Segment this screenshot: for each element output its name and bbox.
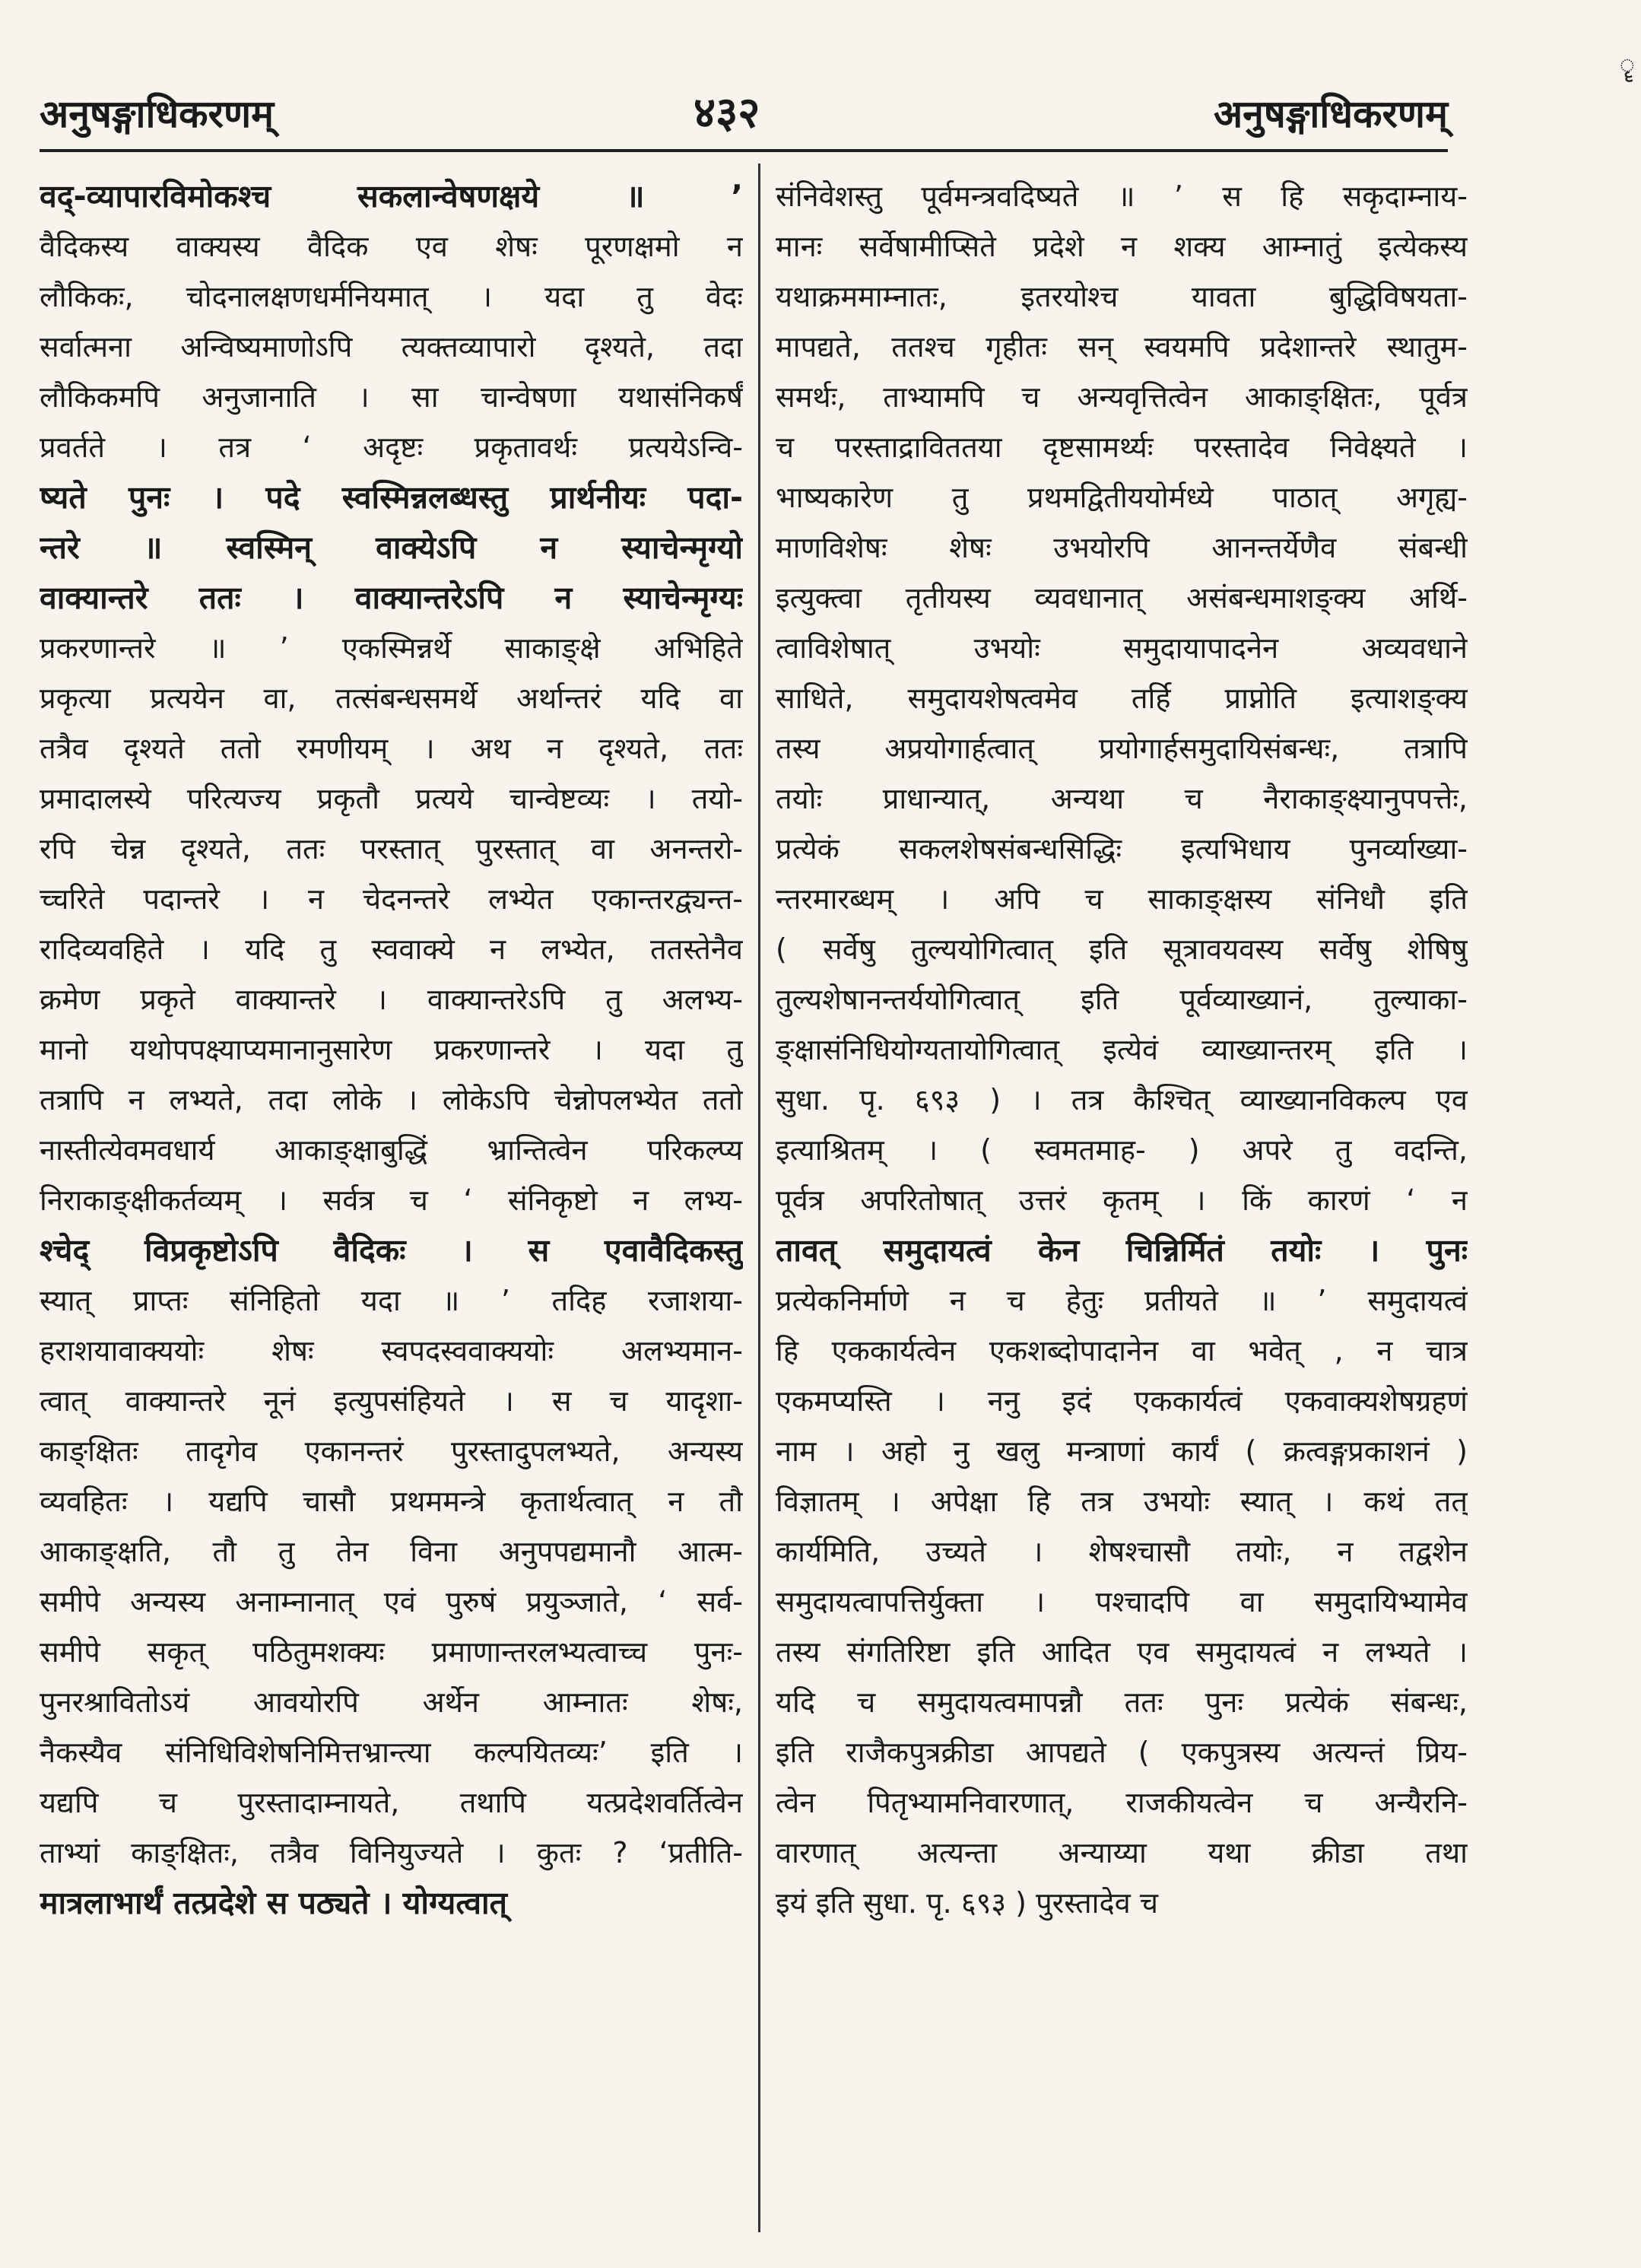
text-line: भाष्यकारेण तु प्रथमद्वितीययोर्मध्ये पाठात् अगृह्य- [776, 481, 1468, 514]
text-line: यद्यपि च पुरस्तादाम्नायते, तथापि यत्प्रदेशवर्तित्वेन [40, 1786, 743, 1819]
text-line: स्यात् प्राप्तः संनिहितो यदा ॥ ’ तदिह रजाशया- [40, 1284, 743, 1317]
text-line: ङ्क्षासंनिधियोग्यतायोगित्वात् इत्येवं व्याख्यान्तरम् इति । [776, 1033, 1468, 1066]
text-line: प्रमादालस्ये परित्यज्य प्रकृतौ प्रत्यये चान्वेष्टव्यः । तयो- [40, 782, 743, 815]
text-line: वैदिकस्य वाक्यस्य वैदिक एव शेषः पूरणक्षमो न [40, 230, 743, 263]
text-line: मानः सर्वेषामीप्सिते प्रदेशे न शक्य आम्नातुं इत्येकस्य [776, 230, 1468, 263]
text-line: हराशयावाक्ययोः शेषः स्वपदस्ववाक्ययोः अलभ्यमान- [40, 1334, 743, 1367]
text-line: ताभ्यां काङ्क्षितः, तत्रैव विनियुज्यते । कुतः ? ‘प्रतीति- [40, 1836, 743, 1869]
text-line: विज्ञातम् । अपेक्षा हि तत्र उभयोः स्यात् । कथं तत् [776, 1485, 1468, 1518]
text-line: त्वाविशेषात् उभयोः समुदायापादनेन अव्यवधाने [776, 631, 1468, 665]
text-line: वाक्यान्तरे ततः । वाक्यान्तरेऽपि न स्याचेन्मृग्यः [40, 580, 743, 616]
text-line: तुल्यशेषानन्तर्ययोगित्वात् इति पूर्वव्याख्यानं, तुल्याका- [776, 983, 1468, 1016]
text-line: इत्याश्रितम् । ( स्वमतमाह- ) अपरे तु वदन्ति, [776, 1133, 1468, 1167]
text-line: समर्थः, ताभ्यामपि च अन्यवृत्तित्वेन आकाङ्क्षितः, पूर्वत्र [776, 380, 1468, 414]
text-line: न्तरमारब्धम् । अपि च साकाङ्क्षस्य संनिधौ इति [776, 882, 1468, 916]
text-line: प्रत्येकनिर्माणे न च हेतुः प्रतीयते ॥ ’ समुदायत्वं [776, 1284, 1468, 1317]
text-line: प्रत्येकं सकलशेषसंबन्धसिद्धिः इत्यभिधाय पुनर्व्याख्या- [776, 832, 1468, 866]
text-line: प्रकरणान्तरे ॥ ’ एकस्मिन्नर्थे साकाङ्क्षे अभिहिते [40, 631, 743, 665]
text-line: तत्रापि न लभ्यते, तदा लोके । लोकेऽपि चेन्नोपलभ्येत ततो [40, 1083, 743, 1117]
column-divider [758, 164, 760, 2232]
text-line: आकाङ्क्षति, तौ तु तेन विना अनुपपद्यमानौ आत्म- [40, 1535, 743, 1568]
text-line: तयोः प्राधान्यात्, अन्यथा च नैराकाङ्क्ष्यानुपपत्तेः, [776, 782, 1468, 815]
text-line: मात्रलाभार्थं तत्प्रदेशे स पठ्यते । योग्यत्वात् [40, 1885, 507, 1921]
text-line: यदि च समुदायत्वमापन्नौ ततः पुनः प्रत्येकं संबन्धः, [776, 1685, 1468, 1719]
page-number: ४३२ [694, 88, 760, 138]
text-line: इत्युक्त्वा तृतीयस्य व्यवधानात् असंबन्धमाशङ्क्य अर्थि- [776, 581, 1468, 615]
text-line: निराकाङ्क्षीकर्तव्यम् । सर्वत्र च ‘ संनिकृष्टो न लभ्य- [40, 1183, 743, 1217]
right-text-column [776, 171, 1468, 2240]
running-title-left: अनुषङ्गाधिकरणम् [40, 92, 275, 136]
text-line: मानो यथोपपक्ष्याप्यमानानुसारेण प्रकरणान्तरे । यदा तु [40, 1033, 743, 1066]
text-line: वद्-व्यापारविमोकश्च सकलान्वेषणक्षये ॥ ’ [40, 178, 743, 214]
text-line: समुदायत्वापत्तिर्युक्ता । पश्चादपि वा समुदायिभ्यामेव [776, 1585, 1468, 1618]
text-line: रपि चेन्न दृश्यते, ततः परस्तात् पुरस्तात् वा अनन्तरो- [40, 832, 743, 866]
text-line: समीपे सकृत् पठितुमशक्यः प्रमाणान्तरलभ्यत्वाच्च पुनः- [40, 1635, 743, 1669]
text-line: तस्य संगतिरिष्टा इति आदित एव समुदायत्वं न लभ्यते । [776, 1635, 1468, 1669]
text-line: इति राजैकपुत्रक्रीडा आपद्यते ( एकपुत्रस्य अत्यन्तं प्रिय- [776, 1736, 1468, 1769]
text-line: संनिवेशस्तु पूर्वमन्त्रवदिष्यते ॥ ’ स हि सकृदाम्नाय- [776, 179, 1468, 213]
text-line: तावत् समुदायत्वं केन चिन्निर्मितं तयोः । पुनः [776, 1232, 1468, 1269]
text-line: यथाक्रममाम्नातः, इतरयोश्च यावता बुद्धिविषयता- [776, 280, 1468, 313]
text-line: कार्यमिति, उच्यते । शेषश्चासौ तयोः, न तद्वशेन [776, 1535, 1468, 1568]
text-line: सुधा. पृ. ६९३ ) । तत्र कैश्चित् व्याख्यानविकल्प एव [776, 1083, 1468, 1117]
text-line: त्वेन पितृभ्यामनिवारणात्, राजकीयत्वेन च अन्यैरनि- [776, 1786, 1468, 1819]
left-text-column [40, 171, 743, 2240]
text-line: त्वात् वाक्यान्तरे नूनं इत्युपसंहियते । स च यादृशा- [40, 1384, 743, 1418]
text-line: प्रवर्तते । तत्र ‘ अदृष्टः प्रकृतावर्थः प्रत्ययेऽन्वि- [40, 430, 743, 464]
text-line: पुनरश्रावितोऽयं आवयोरपि अर्थेन आम्नातः शेषः, [40, 1685, 743, 1719]
text-line: श्चेद् विप्रकृष्टोऽपि वैदिकः । स एवावैदिकस्तु [40, 1232, 743, 1269]
header-rule [40, 149, 1448, 152]
text-line: नाम । अहो नु खलु मन्त्राणां कार्यं ( क्रत्वङ्गप्रकाशनं ) [776, 1434, 1468, 1468]
text-line: पूर्वत्र अपरितोषात् उत्तरं कृतम् । किं कारणं ‘ न [776, 1183, 1468, 1217]
text-line: एकमप्यस्ति । ननु इदं एककार्यत्वं एकवाक्यशेषग्रहणं [776, 1384, 1468, 1418]
text-line: रादिव्यवहिते । यदि तु स्ववाक्ये न लभ्येत, ततस्तेनैव [40, 932, 743, 966]
text-line: माणविशेषः शेषः उभयोरपि आनन्तर्येणैव संबन्धी [776, 531, 1468, 564]
text-line: हि एककार्यत्वेन एकशब्दोपादानेन वा भवेत् , न चात्र [776, 1334, 1468, 1367]
text-line: व्यवहितः । यद्यपि चासौ प्रथममन्त्रे कृतार्थत्वात् न तौ [40, 1485, 743, 1518]
text-line: न्तरे ॥ स्वस्मिन् वाक्येऽपि न स्याचेन्मृग्यो [40, 529, 743, 566]
text-line: इयं इति सुधा. पृ. ६९३ ) पुरस्तादेव च [776, 1886, 1159, 1920]
text-line: ( सर्वेषु तुल्ययोगित्वात् इति सूत्रावयवस्य सर्वेषु शेषिषु [776, 932, 1468, 966]
text-line: समीपे अन्यस्य अनाम्नानात् एवं पुरुषं प्रयुञ्जाते, ‘ सर्व- [40, 1585, 743, 1618]
text-line: तत्रैव दृश्यते ततो रमणीयम् । अथ न दृश्यते, ततः [40, 732, 743, 765]
text-line: वारणात् अत्यन्ता अन्याय्या यथा क्रीडा तथा [776, 1836, 1468, 1869]
text-line: साधिते, समुदायशेषत्वमेव तर्हि प्राप्नोति इत्याशङ्क्य [776, 681, 1468, 715]
text-line: प्रकृत्या प्रत्ययेन वा, तत्संबन्धसमर्थे अर्थान्तरं यदि वा [40, 681, 743, 715]
text-line: काङ्क्षितः तादृगेव एकानन्तरं पुरस्तादुपलभ्यते, अन्यस्य [40, 1434, 743, 1468]
text-line: ष्यते पुनः । पदे स्वस्मिन्नलब्धस्तु प्रार्थनीयः पदा- [40, 479, 743, 516]
text-line: लौकिकमपि अनुजानाति । सा चान्वेषणा यथासंनिकर्षं [40, 380, 743, 414]
text-line: तस्य अप्रयोगार्हत्वात् प्रयोगार्हसमुदायिसंबन्धः, तत्रापि [776, 732, 1468, 765]
text-line: सर्वात्मना अन्विष्यमाणोऽपि त्यक्तव्यापारो दृश्यते, तदा [40, 330, 743, 364]
text-line: लौकिकः, चोदनालक्षणधर्मनियमात् । यदा तु वेदः [40, 280, 743, 313]
text-line: नास्तीत्येवमवधार्य आकाङ्क्षाबुद्धिं भ्रान्तित्वेन परिकल्प्य [40, 1133, 743, 1167]
page-header [40, 76, 1448, 145]
text-line: च्चरिते पदान्तरे । न चेदनन्तरे लभ्येत एकान्तरद्व्यन्त- [40, 882, 743, 916]
text-line: मापद्यते, ततश्च गृहीतः सन् स्वयमपि प्रदेशान्तरे स्थातुम- [776, 330, 1468, 364]
text-line: क्रमेण प्रकृते वाक्यान्तरे । वाक्यान्तरेऽपि तु अलभ्य- [40, 983, 743, 1016]
text-line: च परस्ताद्राविततया दृष्टसामर्थ्यः परस्तादेव निवेक्ष्यते । [776, 430, 1468, 464]
scan-edge-mark: ॄ [1619, 49, 1635, 80]
running-title-right: अनुषङ्गाधिकरणम् [1213, 92, 1448, 136]
text-line: नैकस्यैव संनिधिविशेषनिमित्तभ्रान्त्या कल्पयितव्यः’ इति । [40, 1736, 743, 1769]
